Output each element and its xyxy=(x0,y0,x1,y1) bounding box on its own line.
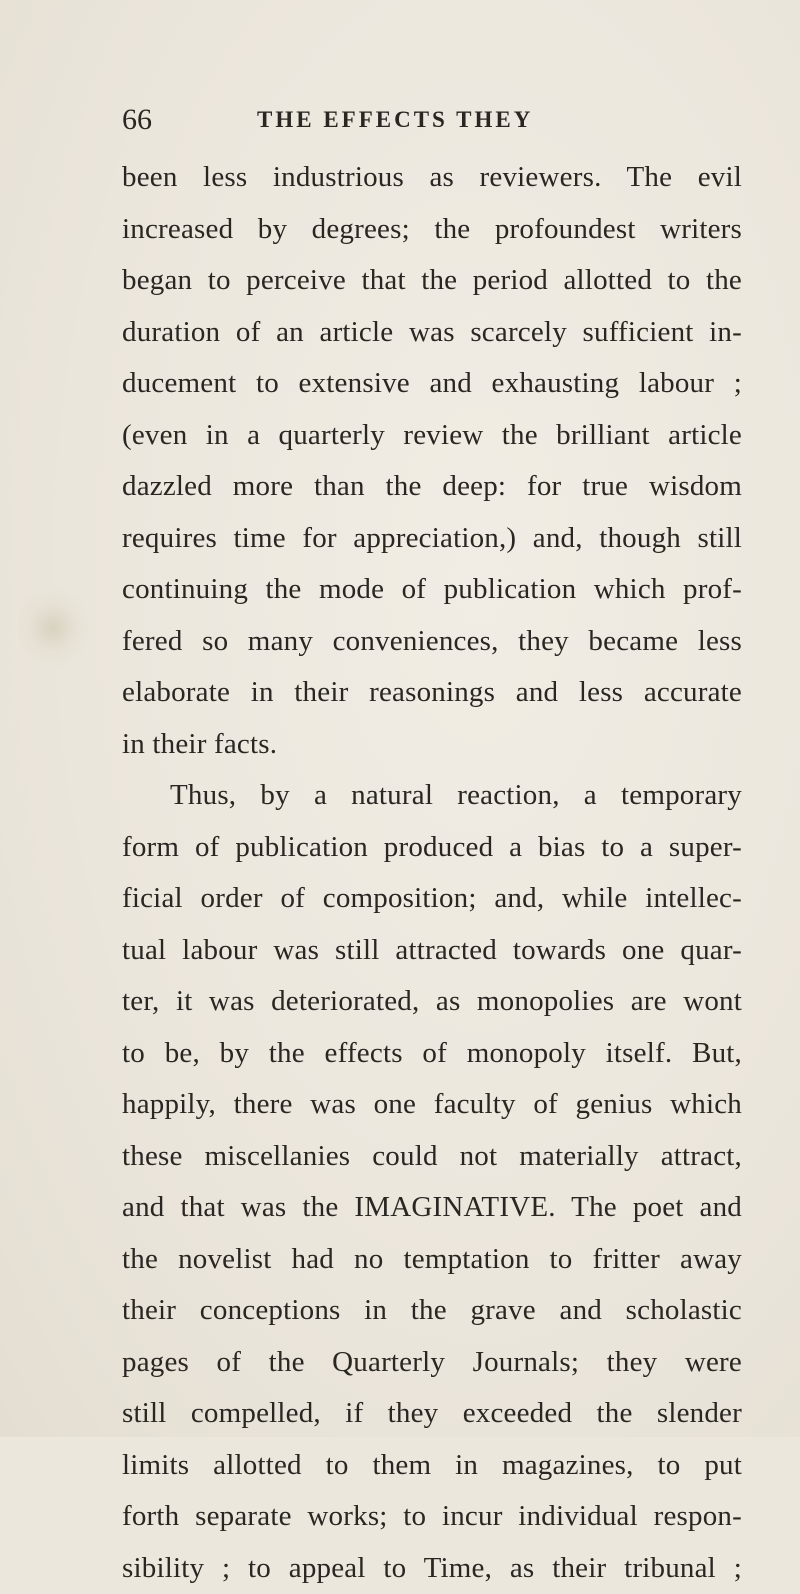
text-line: their conceptions in the grave and scholastic xyxy=(122,1285,742,1337)
text-line: ducement to extensive and exhausting labour ; xyxy=(122,358,742,410)
text-line: sibility ; to appeal to Time, as their tribunal ; xyxy=(122,1543,742,1594)
text-line: forth separate works; to incur individual respon- xyxy=(122,1491,742,1543)
text-line: happily, there was one faculty of genius which xyxy=(122,1079,742,1131)
text-line: to be, by the effects of monopoly itself. But, xyxy=(122,1028,742,1080)
running-head: THE EFFECTS THEY xyxy=(257,107,533,133)
text-line: began to perceive that the period allotted to the xyxy=(122,255,742,307)
paper-stain xyxy=(18,585,88,670)
text-line: increased by degrees; the profoundest writers xyxy=(122,204,742,256)
text-line: fered so many conveniences, they became less xyxy=(122,616,742,668)
text-line: ter, it was deteriorated, as monopolies are wont xyxy=(122,976,742,1028)
page-number: 66 xyxy=(122,103,152,137)
text-line: limits allotted to them in magazines, to put xyxy=(122,1440,742,1492)
text-line: tual labour was still attracted towards one quar- xyxy=(122,925,742,977)
text-line: requires time for appreciation,) and, though still xyxy=(122,513,742,565)
paragraph-end-line: in their facts. xyxy=(122,719,742,771)
text-line: still compelled, if they exceeded the slender xyxy=(122,1388,742,1440)
text-line: ficial order of composition; and, while intellec- xyxy=(122,873,742,925)
text-line: these miscellanies could not materially attract, xyxy=(122,1131,742,1183)
text-line: dazzled more than the deep: for true wisdom xyxy=(122,461,742,513)
text-line: continuing the mode of publication which prof- xyxy=(122,564,742,616)
text-line: duration of an article was scarcely sufficient in- xyxy=(122,307,742,359)
text-line: and that was the IMAGINATIVE. The poet and xyxy=(122,1182,742,1234)
text-line: elaborate in their reasonings and less accurate xyxy=(122,667,742,719)
body-text xyxy=(122,152,742,1594)
text-line: been less industrious as reviewers. The evil xyxy=(122,152,742,204)
text-line: (even in a quarterly review the brilliant article xyxy=(122,410,742,462)
page-header xyxy=(122,103,742,143)
text-line: the novelist had no temptation to fritter away xyxy=(122,1234,742,1286)
text-line: pages of the Quarterly Journals; they were xyxy=(122,1337,742,1389)
text-line: form of publication produced a bias to a super- xyxy=(122,822,742,874)
paragraph-start-line: Thus, by a natural reaction, a temporary xyxy=(122,770,742,822)
